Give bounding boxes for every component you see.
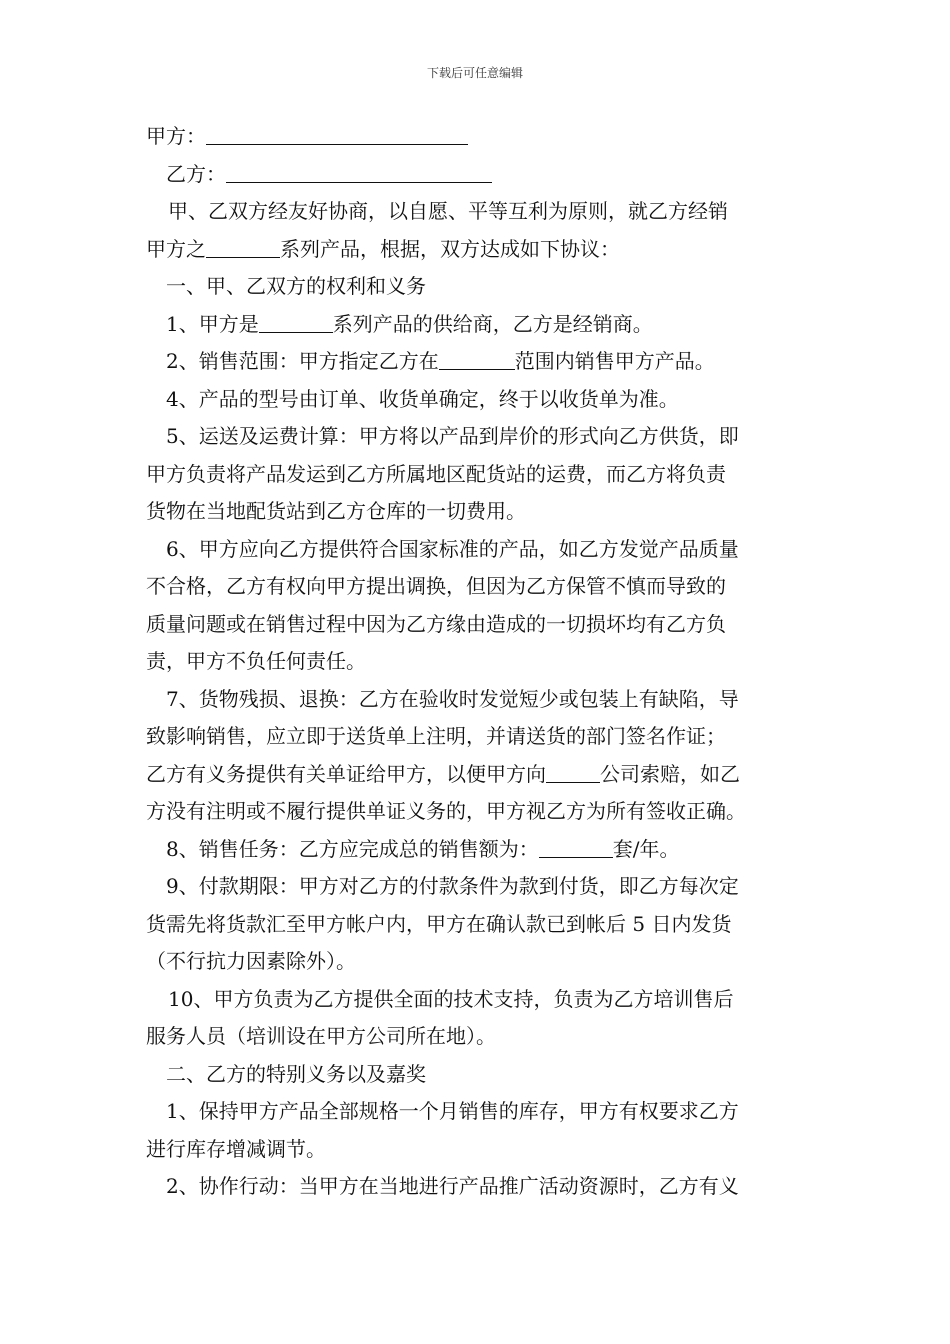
s1-item-7-line-1 xyxy=(146,681,810,719)
intro-text-2b: 系列产品，根据，双方达成如下协议： xyxy=(280,236,620,261)
party-a-label: 甲方： xyxy=(146,124,206,148)
s1-item-6-text-4: 责，甲方不负任何责任。 xyxy=(146,649,366,673)
s1-item-4 xyxy=(146,381,810,419)
s1-item-5-text-3: 货物在当地配货站到乙方仓库的一切费用。 xyxy=(146,499,526,523)
supplier-series-blank[interactable] xyxy=(259,310,333,333)
s1-item-1a: 1、甲方是 xyxy=(166,311,259,336)
section-1-title-text: 一、甲、乙双方的权利和义务 xyxy=(166,274,426,298)
s1-item-5-text-1: 5、运送及运费计算：甲方将以产品到岸价的形式向乙方供货，即 xyxy=(166,424,739,448)
party-a-blank[interactable] xyxy=(206,122,468,145)
sales-quota-blank[interactable] xyxy=(539,835,613,858)
s1-item-7-line-2 xyxy=(146,718,810,756)
s1-item-10-text-2: 服务人员（培训设在甲方公司所在地）。 xyxy=(146,1024,496,1048)
s2-item-2-text-1: 2、协作行动：当甲方在当地进行产品推广活动资源时，乙方有义 xyxy=(166,1174,739,1198)
s1-item-7-text-2: 致影响销售，应立即于送货单上注明，并请送货的部门签名作证； xyxy=(146,724,726,748)
s1-item-8a: 8、销售任务：乙方应完成总的销售额为： xyxy=(166,836,539,861)
s2-item-1-text-1: 1、保持甲方产品全部规格一个月销售的库存，甲方有权要求乙方 xyxy=(166,1099,739,1123)
s1-item-5-line-3 xyxy=(146,493,810,531)
party-a-line xyxy=(146,118,810,156)
s1-item-5-line-1 xyxy=(146,418,810,456)
s1-item-6-line-3 xyxy=(146,606,810,644)
s1-item-2b: 范围内销售甲方产品。 xyxy=(514,349,715,373)
s1-item-8b: 套/年。 xyxy=(612,836,680,861)
s2-item-1-line-1 xyxy=(146,1093,810,1131)
contract-body xyxy=(146,118,810,1206)
party-b-line xyxy=(146,156,810,194)
s1-item-7-line-4 xyxy=(146,793,810,831)
s1-item-4-text: 4、产品的型号由订单、收货单确定，终于以收货单为准。 xyxy=(166,386,679,411)
intro-text-2a: 甲方之 xyxy=(146,236,206,261)
s1-item-9-line-1 xyxy=(146,868,810,906)
s1-item-6-text-1: 6、甲方应向乙方提供符合国家标准的产品，如乙方发觉产品质量 xyxy=(166,536,739,561)
s1-item-10-line-2 xyxy=(146,1018,810,1056)
intro-line-2 xyxy=(146,231,810,269)
s1-item-2a: 2、销售范围：甲方指定乙方在 xyxy=(166,349,439,373)
s2-item-1-line-2 xyxy=(146,1131,810,1169)
s1-item-7-text-3a: 乙方有义务提供有关单证给甲方，以便甲方向 xyxy=(146,761,546,786)
s1-item-8 xyxy=(146,831,810,869)
s1-item-9-line-2 xyxy=(146,906,810,944)
s1-item-6-line-1 xyxy=(146,531,810,569)
s1-item-10-text-1: 10、甲方负责为乙方提供全面的技术支持，负责为乙方培训售后 xyxy=(168,986,734,1011)
s1-item-6-text-3: 质量问题或在销售过程中因为乙方缘由造成的一切损坏均有乙方负 xyxy=(146,611,726,636)
s1-item-7-line-3 xyxy=(146,756,810,794)
s1-item-10-line-1 xyxy=(146,981,810,1019)
s1-item-9-text-1: 9、付款期限：甲方对乙方的付款条件为款到付货，即乙方每次定 xyxy=(166,874,739,898)
s1-item-1b: 系列产品的供给商，乙方是经销商。 xyxy=(332,311,653,336)
s2-item-2-line-1 xyxy=(146,1168,810,1206)
s1-item-6-line-2 xyxy=(146,568,810,606)
header-note: 下载后可任意编辑 xyxy=(426,66,523,80)
intro-line-1 xyxy=(146,193,810,231)
s1-item-5-text-2: 甲方负责将产品发运到乙方所属地区配货站的运费，而乙方将负责 xyxy=(146,461,726,486)
claim-company-blank[interactable] xyxy=(546,760,600,783)
s1-item-2 xyxy=(146,343,810,381)
s1-item-1 xyxy=(146,306,810,344)
section-2-title xyxy=(146,1056,810,1094)
section-1-title xyxy=(146,268,810,306)
sales-area-blank[interactable] xyxy=(439,347,515,370)
s2-item-1-text-2: 进行库存增减调节。 xyxy=(146,1136,326,1161)
intro-text-1: 甲、乙双方经友好协商，以自愿、平等互利为原则，就乙方经销 xyxy=(168,199,728,223)
s1-item-6-line-4 xyxy=(146,643,810,681)
s1-item-7-text-1: 7、货物残损、退换：乙方在验收时发觉短少或包装上有缺陷，导 xyxy=(166,686,739,711)
product-series-blank[interactable] xyxy=(206,235,280,258)
s1-item-9-text-3: （不行抗力因素除外）。 xyxy=(146,949,356,973)
s1-item-7-text-3b: 公司索赔，如乙 xyxy=(600,761,740,786)
section-2-title-text: 二、乙方的特别义务以及嘉奖 xyxy=(166,1061,426,1086)
party-b-label: 乙方： xyxy=(166,161,226,186)
s1-item-9-line-3 xyxy=(146,943,810,981)
s1-item-9-text-2: 货需先将货款汇至甲方帐户内，甲方在确认款已到帐后 5 日内发货 xyxy=(146,911,732,936)
s1-item-7-text-4: 方没有注明或不履行提供单证义务的，甲方视乙方为所有签收正确。 xyxy=(146,799,746,823)
party-b-blank[interactable] xyxy=(226,160,492,183)
s1-item-6-text-2: 不合格，乙方有权向甲方提出调换，但因为乙方保管不慎而导致的 xyxy=(146,574,726,598)
s1-item-5-line-2 xyxy=(146,456,810,494)
